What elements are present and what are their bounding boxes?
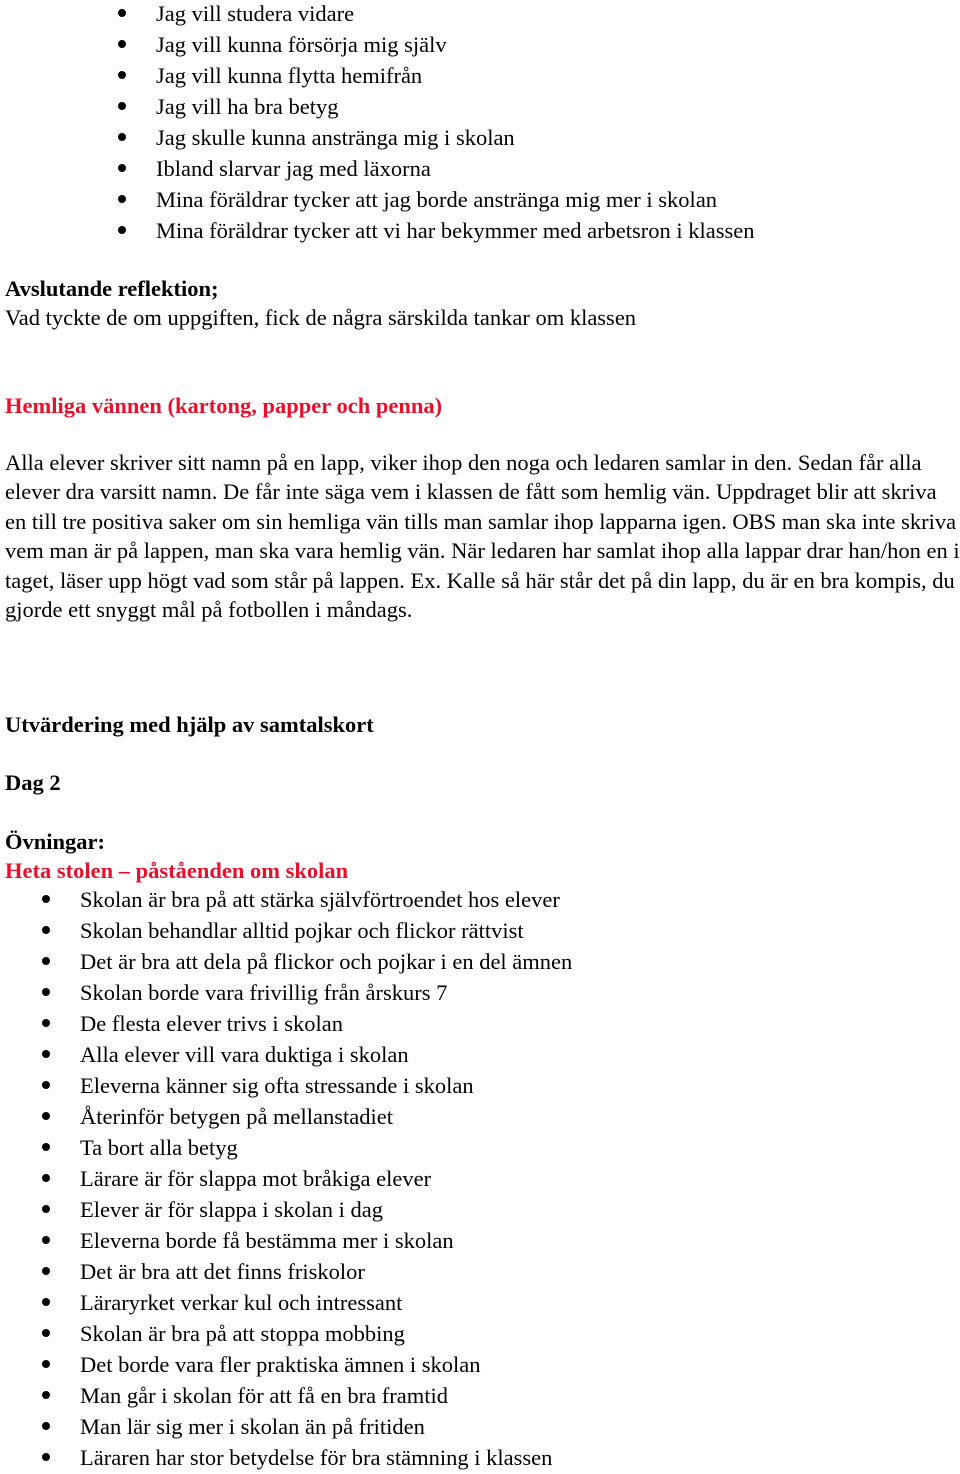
bullet-icon <box>118 102 126 110</box>
bullet-icon <box>118 226 126 234</box>
list-item-text: Läraryrket verkar kul och intressant <box>80 1290 403 1315</box>
bullet-icon <box>118 9 126 17</box>
list-item <box>0 153 755 184</box>
list-item-text: Skolan är bra på att stoppa mobbing <box>80 1321 405 1346</box>
list-item-text: Man går i skolan för att få en bra framtid <box>80 1383 448 1408</box>
bullet-icon <box>42 1329 50 1337</box>
list-item <box>0 184 755 215</box>
list-item <box>0 1101 572 1132</box>
list-item-text: Jag vill kunna försörja mig själv <box>156 32 447 57</box>
list-item <box>0 884 572 915</box>
reflection-heading: Avslutande reflektion; <box>5 276 219 301</box>
list-item-text: Alla elever vill vara duktiga i skolan <box>80 1042 409 1067</box>
list-item-text: Det är bra att dela på flickor och pojkar i en del ämnen <box>80 949 573 974</box>
list-item-text: Skolan behandlar alltid pojkar och flickor rättvist <box>80 918 524 943</box>
list-item-text: De flesta elever trivs i skolan <box>80 1011 344 1036</box>
list-item <box>0 1380 572 1411</box>
bullet-icon <box>118 71 126 79</box>
bullet-icon <box>42 1391 50 1399</box>
list-item <box>0 915 572 946</box>
evaluation-heading: Utvärdering med hjälp av samtalskort <box>5 712 374 737</box>
hot-seat-heading: Heta stolen – påståenden om skolan <box>5 858 349 883</box>
list-item-text: Jag vill ha bra betyg <box>156 94 339 119</box>
list-item-text: Mina föräldrar tycker att vi har bekymmer med arbetsron i klassen <box>156 218 755 243</box>
list-item-text: Ta bort alla betyg <box>80 1135 238 1160</box>
bullet-icon <box>42 1205 50 1213</box>
list-item-text: Skolan borde vara frivillig från årskurs 7 <box>80 980 448 1005</box>
bullet-icon <box>42 1453 50 1461</box>
list-item <box>0 1256 572 1287</box>
list-item <box>0 1070 572 1101</box>
bullet-icon <box>42 1267 50 1275</box>
bullet-icon <box>42 1298 50 1306</box>
list-item <box>0 215 755 246</box>
reflection-question: Vad tyckte de om uppgiften, fick de några särskilda tankar om klassen <box>5 305 637 330</box>
list-item <box>0 1132 572 1163</box>
list-item <box>0 1039 572 1070</box>
list-item-text: Det borde vara fler praktiska ämnen i skolan <box>80 1352 481 1377</box>
bullet-icon <box>42 1112 50 1120</box>
bullet-icon <box>42 1174 50 1182</box>
list-item-text: Mina föräldrar tycker att jag borde anstränga mig mer i skolan <box>156 187 718 212</box>
bullet-icon <box>118 133 126 141</box>
day-heading: Dag 2 <box>5 770 61 795</box>
bullet-icon <box>42 957 50 965</box>
bullet-icon <box>42 926 50 934</box>
list-item <box>0 0 755 29</box>
list-item-text: Jag vill studera vidare <box>156 1 355 26</box>
list-item <box>0 977 572 1008</box>
list-item <box>0 1349 572 1380</box>
bullet-icon <box>42 1143 50 1151</box>
list-item <box>0 1194 572 1225</box>
list-item <box>0 91 755 122</box>
bullet-icon <box>42 1050 50 1058</box>
list-item <box>0 1411 572 1442</box>
bullet-icon <box>42 1360 50 1368</box>
list-item <box>0 29 755 60</box>
list-item <box>0 1008 572 1039</box>
bullet-icon <box>118 40 126 48</box>
list-item <box>0 60 755 91</box>
bullet-icon <box>42 895 50 903</box>
bullet-icon <box>118 164 126 172</box>
list-item-text: Ibland slarvar jag med läxorna <box>156 156 431 181</box>
list-item <box>0 1287 572 1318</box>
list-item <box>0 122 755 153</box>
list-item-text: Jag skulle kunna anstränga mig i skolan <box>156 125 515 150</box>
list-item <box>0 1442 572 1473</box>
list-item <box>0 1225 572 1256</box>
hot-seat-statement-list <box>0 884 572 1473</box>
bullet-icon <box>42 988 50 996</box>
list-item <box>0 1163 572 1194</box>
bullet-icon <box>118 195 126 203</box>
list-item-text: Lärare är för slappa mot bråkiga elever <box>80 1166 432 1191</box>
list-item-text: Det är bra att det finns friskolor <box>80 1259 365 1284</box>
bullet-icon <box>42 1422 50 1430</box>
list-item <box>0 1318 572 1349</box>
list-item-text: Elever är för slappa i skolan i dag <box>80 1197 384 1222</box>
list-item-text: Återinför betygen på mellanstadiet <box>80 1104 394 1129</box>
statement-list-top <box>0 0 755 246</box>
list-item <box>0 946 572 977</box>
bullet-icon <box>42 1019 50 1027</box>
list-item-text: Eleverna borde få bestämma mer i skolan <box>80 1228 454 1253</box>
list-item-text: Jag vill kunna flytta hemifrån <box>156 63 423 88</box>
list-item-text: Läraren har stor betydelse för bra stämning i klassen <box>80 1445 553 1470</box>
list-item-text: Skolan är bra på att stärka självförtroendet hos elever <box>80 887 560 912</box>
bullet-icon <box>42 1236 50 1244</box>
list-item-text: Eleverna känner sig ofta stressande i skolan <box>80 1073 474 1098</box>
list-item-text: Man lär sig mer i skolan än på fritiden <box>80 1414 425 1439</box>
secret-friend-heading: Hemliga vännen (kartong, papper och penna) <box>5 393 443 418</box>
exercises-heading: Övningar: <box>5 829 106 854</box>
secret-friend-paragraph: Alla elever skriver sitt namn på en lapp, viker ihop den noga och ledaren samlar in den. Sedan får alla elever dra varsitt namn. De får inte säga vem i klassen de fått som hemlig vän. Uppdraget blir att skriva en till tre positiva saker om sin hemliga vän tills man samlar ihop lapparna igen. OBS man ska inte skriva vem man är på lappen, man ska vara hemlig vän. När ledaren har samlat ihop alla lappar drar han/hon en i taget, läser upp högt vad som står på lappen. Ex. Kalle så här står det på din lapp, du är en bra kompis, du gjorde ett snyggt mål på fotbollen i måndags. <box>5 450 960 623</box>
bullet-icon <box>42 1081 50 1089</box>
